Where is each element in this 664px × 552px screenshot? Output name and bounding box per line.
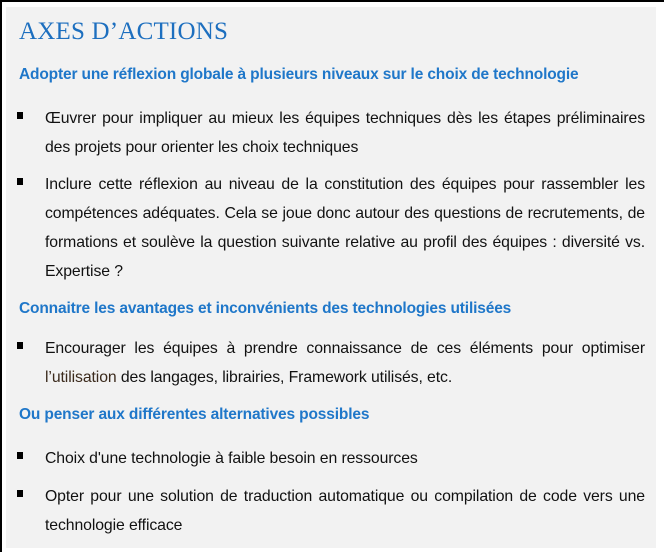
highlighted-word: l’utilisation: [45, 369, 117, 386]
list-item-text: Œuvrer pour impliquer au mieux les équipes techniques dès les étapes préliminaires des projets pour orienter les choix techniques: [45, 110, 645, 156]
list-item: [17, 482, 645, 540]
square-bullet-icon: [17, 490, 23, 497]
list-item-text: Inclure cette réflexion au niveau de la constitution des équipes pour rassembler les compétences adéquates. Cela se joue donc autour des questions de recrutements, de formations et soulève la question suivante relative au profil des équipes : diversité vs. Expertise ?: [45, 176, 645, 280]
section-heading-global-reflection: Adopter une réflexion globale à plusieurs niveaux sur le choix de technologie: [19, 66, 579, 83]
square-bullet-icon: [17, 452, 23, 459]
square-bullet-icon: [17, 178, 23, 185]
section-heading-alternatives: Ou penser aux différentes alternatives possibles: [19, 406, 370, 423]
list-item-text: Opter pour une solution de traduction automatique ou compilation de code vers une technologie efficace: [45, 488, 645, 534]
list-item: [17, 444, 645, 473]
square-bullet-icon: [17, 342, 23, 349]
square-bullet-icon: [17, 112, 23, 119]
actions-panel: [6, 7, 656, 548]
page-title: AXES D’ACTIONS: [19, 18, 229, 45]
frame-border-top: [0, 0, 664, 2]
list-item-text: Choix d'une technologie à faible besoin en ressources: [45, 450, 418, 467]
section-heading-pros-cons: Connaitre les avantages et inconvénients des technologies utilisées: [19, 300, 512, 317]
list-item-text: Encourager les équipes à prendre connaissance de ces éléments pour optimiser l’utilisation des langages, librairies, Framework utilisés, etc.: [45, 340, 645, 386]
list-item: [17, 334, 645, 392]
list-item: [17, 104, 645, 162]
frame-border-left: [0, 0, 2, 552]
list-item: [17, 170, 645, 286]
